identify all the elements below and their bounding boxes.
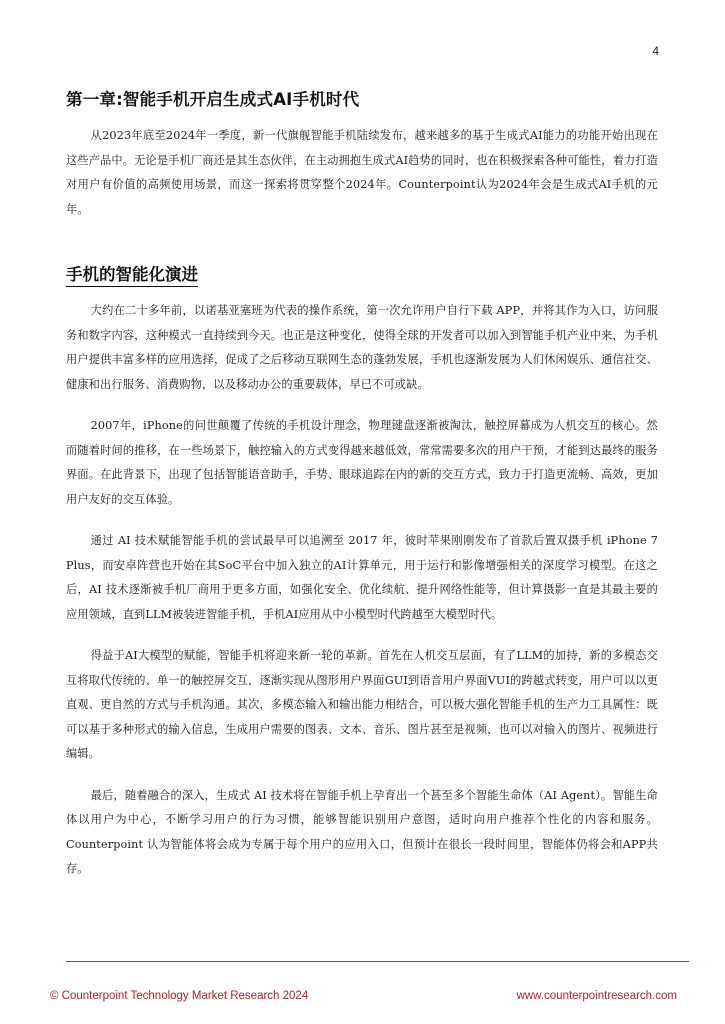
page-number: 4 [652, 44, 659, 58]
section-paragraph: 得益于AI大模型的赋能，智能手机将迎来新一轮的革新。首先在人机交互层面，有了LLM的加持，新的多模态交互将取代传统的、单一的触控屏交互，逐渐实现从图形用户界面GUI到语音用户界面VUI的跨越式转变，用户可以以更直观、更自然的方式与手机沟通。其次，多模态输入和输出能力相结合，可以极大强化智能手机的生产力工具属性：既可以基于多种形式的输入信息，生成用户需要的图表、文本、音乐、图片甚至是视频，也可以对输入的图片、视频进行编辑。 [66, 649, 658, 760]
section-paragraph: 大约在二十多年前，以诺基亚塞班为代表的操作系统，第一次允许用户自行下载 APP，并将其作为入口，访问服务和数字内容，这种模式一直持续到今天。也正是这种变化，使得全球的开发者可以加入到智能手机产业中来，为手机用户提供丰富多样的应用选择，促成了之后移动互联网生态的蓬勃发展，手机也逐渐发展为人们休闲娱乐、通信社交、健康和出行服务、消费购物，以及移动办公的重要载体，早已不可或缺。 [66, 304, 658, 391]
footer-copyright: © Counterpoint Technology Market Research 2024 [50, 990, 309, 1002]
footer-website-link[interactable]: www.counterpointresearch.com [516, 990, 677, 1002]
section-paragraph: 通过 AI 技术赋能智能手机的尝试最早可以追溯至 2017 年，彼时苹果刚刚发布了首款后置双摄手机 iPhone 7 Plus，而安卓阵营也开始在其SoC平台中加入独立的AI计算单元，用于运行和影像增强相关的深度学习模型。在这之后，AI 技术逐渐被手机厂商用于更多方面，如强化安全、优化续航、提升网络性能等，但计算摄影一直是其最主要的应用领域，直到LLM被装进智能手机，手机AI应用从中小模型时代跨越至大模型时代。 [66, 534, 658, 621]
chapter-title: 第一章:智能手机开启生成式AI手机时代 [66, 90, 360, 109]
section-paragraph: 最后，随着融合的深入，生成式 AI 技术将在智能手机上孕育出一个甚至多个智能生命体（AI Agent）。智能生命体以用户为中心，不断学习用户的行为习惯，能够智能识别用户意图，适时向用户推荐个性化的内容和服务。Counterpoint 认为智能体将会成为专属于每个用户的应用入口，但预计在很长一段时间里，智能体仍将会和APP共存。 [66, 788, 658, 875]
section-paragraph: 2007年，iPhone的问世颠覆了传统的手机设计理念，物理键盘逐渐被淘汰，触控屏幕成为人机交互的核心。然而随着时间的推移，在一些场景下，触控输入的方式变得越来越低效，常常需要多次的用户干预，才能到达最终的服务界面。在此背景下，出现了包括智能语音助手，手势、眼球追踪在内的新的交互方式，致力于打造更流畅、高效，更加用户友好的交互体验。 [66, 419, 658, 506]
section-title: 手机的智能化演进 [66, 261, 198, 287]
intro-paragraph: 从2023年底至2024年一季度，新一代旗舰智能手机陆续发布，越来越多的基于生成式AI能力的功能开始出现在这些产品中。无论是手机厂商还是其生态伙伴，在主动拥抱生成式AI趋势的同时，也在积极探索各种可能性，着力打造对用户有价值的高频使用场景，而这一探索将贯穿整个2024年。Counterpoint认为2024年会是生成式AI手机的元年。 [66, 129, 658, 216]
document-body [66, 86, 658, 899]
footer-divider [66, 961, 689, 962]
